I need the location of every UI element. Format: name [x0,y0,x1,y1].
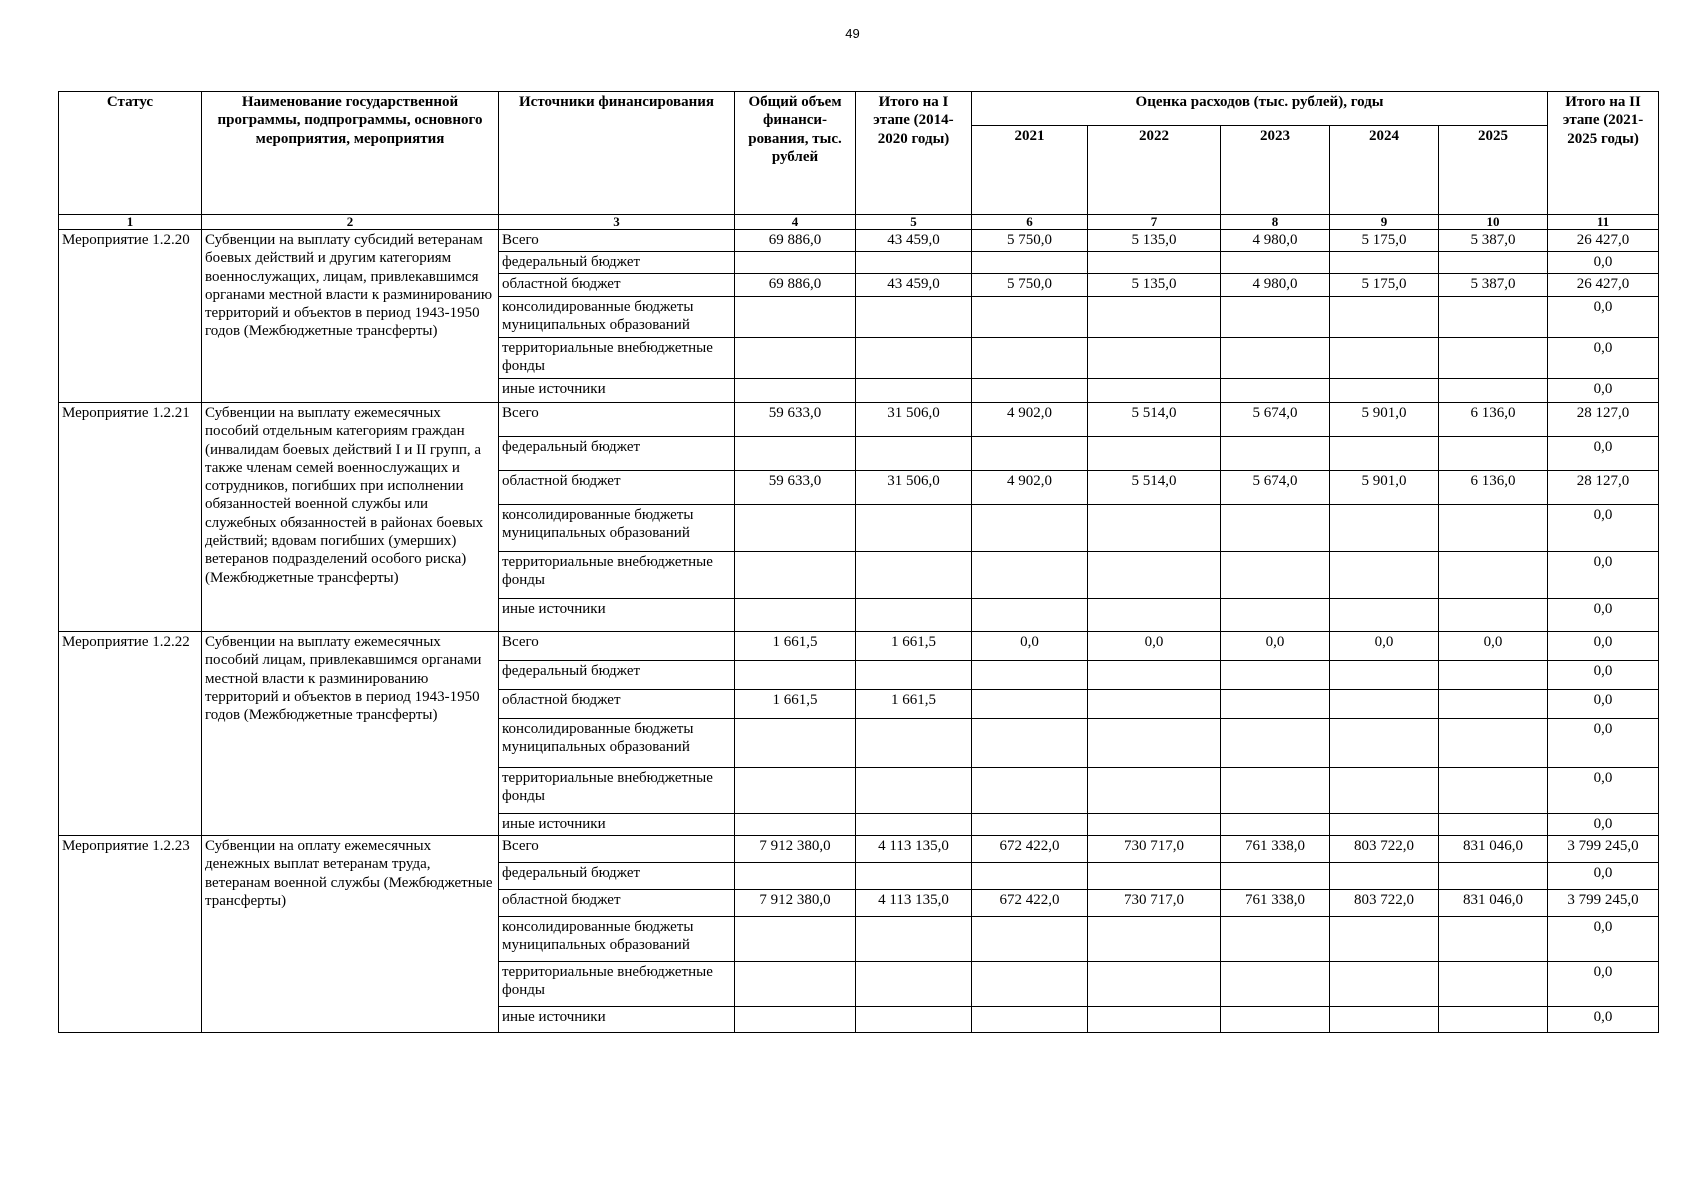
value-cell: 59 633,0 [735,403,856,437]
column-numbers-row [59,215,1659,230]
funding-source: консолидированные бюджеты муниципальных образований [499,917,735,962]
value-cell [1439,552,1548,599]
value-cell: 6 136,0 [1439,471,1548,505]
value-cell: 5 674,0 [1221,403,1330,437]
measure-status: Мероприятие 1.2.21 [59,403,202,632]
value-cell: 0,0 [1548,690,1659,719]
value-cell [1330,599,1439,632]
column-number: 10 [1439,215,1548,230]
value-cell: 31 506,0 [856,403,972,437]
table-row [59,836,1659,863]
value-cell [735,863,856,890]
value-cell [856,252,972,274]
value-cell: 672 422,0 [972,890,1088,917]
value-cell [1439,690,1548,719]
header-total: Общий объем финанси-рования, тыс. рублей [735,92,856,215]
value-cell: 43 459,0 [856,274,972,297]
funding-source: территориальные внебюджетные фонды [499,338,735,379]
value-cell: 31 506,0 [856,471,972,505]
value-cell [856,552,972,599]
value-cell [1439,814,1548,836]
value-cell [735,552,856,599]
value-cell: 5 387,0 [1439,274,1548,297]
value-cell: 0,0 [1548,297,1659,338]
value-cell: 0,0 [1548,338,1659,379]
column-number: 8 [1221,215,1330,230]
funding-source: территориальные внебюджетные фонды [499,768,735,814]
value-cell: 5 514,0 [1088,471,1221,505]
value-cell [1088,962,1221,1007]
value-cell: 730 717,0 [1088,890,1221,917]
funding-source: федеральный бюджет [499,437,735,471]
value-cell: 0,0 [1330,632,1439,661]
funding-source: федеральный бюджет [499,252,735,274]
value-cell: 0,0 [1088,632,1221,661]
value-cell [1088,437,1221,471]
value-cell: 43 459,0 [856,230,972,252]
value-cell [1330,505,1439,552]
value-cell [856,437,972,471]
value-cell [1439,252,1548,274]
value-cell [972,505,1088,552]
value-cell [1439,1007,1548,1033]
value-cell: 761 338,0 [1221,890,1330,917]
value-cell: 4 113 135,0 [856,890,972,917]
value-cell [1330,338,1439,379]
value-cell: 0,0 [1548,599,1659,632]
header-sources: Источники финансирования [499,92,735,215]
value-cell [972,252,1088,274]
value-cell [735,768,856,814]
funding-source: областной бюджет [499,471,735,505]
value-cell [856,1007,972,1033]
value-cell [1088,814,1221,836]
header-year: 2024 [1330,126,1439,215]
value-cell [1330,962,1439,1007]
funding-source: консолидированные бюджеты муниципальных образований [499,505,735,552]
funding-source: Всего [499,836,735,863]
value-cell [1330,917,1439,962]
header-stage2: Итого на II этапе (2021-2025 годы) [1548,92,1659,215]
value-cell [1221,1007,1330,1033]
table-header [59,92,1659,230]
value-cell: 803 722,0 [1330,836,1439,863]
value-cell [1330,719,1439,768]
value-cell [1221,338,1330,379]
value-cell: 7 912 380,0 [735,836,856,863]
value-cell: 5 674,0 [1221,471,1330,505]
value-cell: 5 901,0 [1330,471,1439,505]
value-cell [1330,379,1439,403]
value-cell: 26 427,0 [1548,274,1659,297]
value-cell [1439,768,1548,814]
value-cell [1221,252,1330,274]
column-number: 4 [735,215,856,230]
value-cell [972,338,1088,379]
table-row [59,403,1659,437]
funding-source: областной бюджет [499,690,735,719]
value-cell [856,917,972,962]
value-cell [1088,252,1221,274]
measure-status: Мероприятие 1.2.23 [59,836,202,1033]
value-cell [1221,768,1330,814]
value-cell [972,599,1088,632]
column-number: 11 [1548,215,1659,230]
funding-source: консолидированные бюджеты муниципальных образований [499,297,735,338]
value-cell: 1 661,5 [856,632,972,661]
value-cell [735,599,856,632]
value-cell [1330,252,1439,274]
column-number: 9 [1330,215,1439,230]
value-cell [1221,917,1330,962]
value-cell: 5 514,0 [1088,403,1221,437]
value-cell [856,814,972,836]
value-cell [972,719,1088,768]
header-year: 2025 [1439,126,1548,215]
value-cell [1088,379,1221,403]
column-number: 3 [499,215,735,230]
header-status: Статус [59,92,202,215]
value-cell [856,599,972,632]
value-cell [735,379,856,403]
value-cell [856,863,972,890]
value-cell [1088,505,1221,552]
header-estimate: Оценка расходов (тыс. рублей), годы [972,92,1548,126]
value-cell: 803 722,0 [1330,890,1439,917]
value-cell: 0,0 [1221,632,1330,661]
value-cell [735,437,856,471]
table-body [59,230,1659,1033]
value-cell [1439,379,1548,403]
value-cell [1439,297,1548,338]
value-cell [1439,719,1548,768]
value-cell [1221,719,1330,768]
value-cell: 672 422,0 [972,836,1088,863]
value-cell: 4 902,0 [972,471,1088,505]
value-cell: 831 046,0 [1439,836,1548,863]
value-cell [972,863,1088,890]
value-cell [972,962,1088,1007]
value-cell [735,252,856,274]
value-cell [972,379,1088,403]
value-cell [1088,719,1221,768]
value-cell [1088,552,1221,599]
funding-source: Всего [499,632,735,661]
value-cell [1221,661,1330,690]
column-number: 1 [59,215,202,230]
funding-source: иные источники [499,599,735,632]
value-cell [856,379,972,403]
value-cell: 4 113 135,0 [856,836,972,863]
table-row [59,632,1659,661]
value-cell [972,437,1088,471]
value-cell: 28 127,0 [1548,403,1659,437]
value-cell: 0,0 [1548,917,1659,962]
value-cell [1088,768,1221,814]
measure-name: Субвенции на оплату ежемесячных денежных выплат ветеранам труда, ветеранам военной службы (Межбюджетные трансферты) [202,836,499,1033]
value-cell: 0,0 [1548,252,1659,274]
value-cell [972,661,1088,690]
value-cell: 69 886,0 [735,274,856,297]
funding-source: Всего [499,403,735,437]
measure-status: Мероприятие 1.2.22 [59,632,202,836]
value-cell [1330,814,1439,836]
table-row [59,230,1659,252]
value-cell [1330,863,1439,890]
value-cell: 0,0 [1548,505,1659,552]
funding-source: иные источники [499,814,735,836]
value-cell: 4 902,0 [972,403,1088,437]
value-cell [1439,917,1548,962]
funding-source: областной бюджет [499,274,735,297]
value-cell [856,297,972,338]
value-cell [1221,690,1330,719]
value-cell: 0,0 [1548,962,1659,1007]
value-cell: 0,0 [1548,719,1659,768]
value-cell: 5 750,0 [972,274,1088,297]
value-cell [1439,661,1548,690]
value-cell [856,962,972,1007]
value-cell [856,505,972,552]
value-cell [972,1007,1088,1033]
value-cell [1439,863,1548,890]
funding-source: федеральный бюджет [499,863,735,890]
value-cell: 4 980,0 [1221,230,1330,252]
header-year: 2021 [972,126,1088,215]
header-name: Наименование государственной программы, подпрограммы, основного мероприятия, мероприятия [202,92,499,215]
value-cell [1439,437,1548,471]
value-cell [1221,962,1330,1007]
value-cell: 5 387,0 [1439,230,1548,252]
value-cell: 0,0 [1548,1007,1659,1033]
value-cell: 0,0 [1548,437,1659,471]
value-cell: 1 661,5 [856,690,972,719]
value-cell: 5 750,0 [972,230,1088,252]
value-cell [735,661,856,690]
value-cell [1330,661,1439,690]
value-cell [735,719,856,768]
value-cell [1088,599,1221,632]
value-cell [972,690,1088,719]
value-cell [1088,917,1221,962]
value-cell [1221,505,1330,552]
value-cell: 0,0 [1548,632,1659,661]
value-cell [1221,297,1330,338]
value-cell [856,768,972,814]
value-cell [972,917,1088,962]
value-cell: 69 886,0 [735,230,856,252]
value-cell [1221,552,1330,599]
column-number: 7 [1088,215,1221,230]
value-cell [972,297,1088,338]
measure-name: Субвенции на выплату ежемесячных пособий отдельным категориям граждан (инвалидам боевых действий I и II групп, а также членам семей военнослужащих и сотрудников, погибших при исполнении обязанностей военной службы или служебных обязанностей в районах боевых действий; вдовам погибших (умерших) ветеранов подразделений особого риска) (Межбюджетные трансферты) [202,403,499,632]
value-cell [1330,1007,1439,1033]
measure-name: Субвенции на выплату ежемесячных пособий лицам, привлекавшимся органами местной власти к разминированию территорий и объектов в период 1943-1950 годов (Межбюджетные трансферты) [202,632,499,836]
value-cell [1221,814,1330,836]
value-cell [735,962,856,1007]
value-cell: 7 912 380,0 [735,890,856,917]
value-cell: 831 046,0 [1439,890,1548,917]
value-cell [1088,863,1221,890]
value-cell [856,661,972,690]
value-cell [735,297,856,338]
funding-source: территориальные внебюджетные фонды [499,552,735,599]
value-cell [735,917,856,962]
value-cell [972,814,1088,836]
value-cell [735,1007,856,1033]
value-cell [1221,863,1330,890]
header-stage1: Итого на I этапе (2014-2020 годы) [856,92,972,215]
funding-source: иные источники [499,1007,735,1033]
value-cell [1439,338,1548,379]
value-cell [972,552,1088,599]
page-number: 49 [845,26,860,41]
value-cell: 761 338,0 [1221,836,1330,863]
value-cell [1439,962,1548,1007]
column-number: 5 [856,215,972,230]
funding-source: иные источники [499,379,735,403]
value-cell [1330,552,1439,599]
value-cell: 6 136,0 [1439,403,1548,437]
value-cell: 0,0 [972,632,1088,661]
value-cell: 5 901,0 [1330,403,1439,437]
funding-source: территориальные внебюджетные фонды [499,962,735,1007]
value-cell [1439,599,1548,632]
value-cell [1221,437,1330,471]
value-cell: 0,0 [1548,552,1659,599]
value-cell [1088,297,1221,338]
funding-source: областной бюджет [499,890,735,917]
value-cell [1330,690,1439,719]
header-year: 2023 [1221,126,1330,215]
value-cell [972,768,1088,814]
value-cell [1221,599,1330,632]
value-cell: 5 175,0 [1330,230,1439,252]
value-cell [1439,505,1548,552]
value-cell: 59 633,0 [735,471,856,505]
value-cell: 0,0 [1439,632,1548,661]
value-cell: 0,0 [1548,768,1659,814]
column-number: 6 [972,215,1088,230]
value-cell: 5 135,0 [1088,274,1221,297]
value-cell: 5 135,0 [1088,230,1221,252]
value-cell [856,719,972,768]
funding-source: консолидированные бюджеты муниципальных образований [499,719,735,768]
value-cell [735,338,856,379]
value-cell [1330,437,1439,471]
value-cell: 5 175,0 [1330,274,1439,297]
value-cell: 0,0 [1548,379,1659,403]
value-cell: 4 980,0 [1221,274,1330,297]
value-cell: 730 717,0 [1088,836,1221,863]
value-cell: 1 661,5 [735,632,856,661]
value-cell: 3 799 245,0 [1548,890,1659,917]
value-cell [1330,297,1439,338]
value-cell [1088,661,1221,690]
value-cell [735,505,856,552]
value-cell: 1 661,5 [735,690,856,719]
value-cell: 26 427,0 [1548,230,1659,252]
measure-status: Мероприятие 1.2.20 [59,230,202,403]
value-cell: 0,0 [1548,661,1659,690]
value-cell: 3 799 245,0 [1548,836,1659,863]
value-cell [856,338,972,379]
value-cell: 0,0 [1548,814,1659,836]
column-number: 2 [202,215,499,230]
value-cell: 0,0 [1548,863,1659,890]
header-year: 2022 [1088,126,1221,215]
measure-name: Субвенции на выплату субсидий ветеранам боевых действий и другим категориям военнослужащих, лицам, привлекавшимся органами местной власти к разминированию территорий и объектов в период 1943-1950 годов (Межбюджетные трансферты) [202,230,499,403]
value-cell [1088,690,1221,719]
value-cell: 28 127,0 [1548,471,1659,505]
value-cell [1330,768,1439,814]
funding-source: федеральный бюджет [499,661,735,690]
value-cell [1088,1007,1221,1033]
value-cell [735,814,856,836]
value-cell [1088,338,1221,379]
funding-source: Всего [499,230,735,252]
value-cell [1221,379,1330,403]
budget-table [58,91,1659,1033]
